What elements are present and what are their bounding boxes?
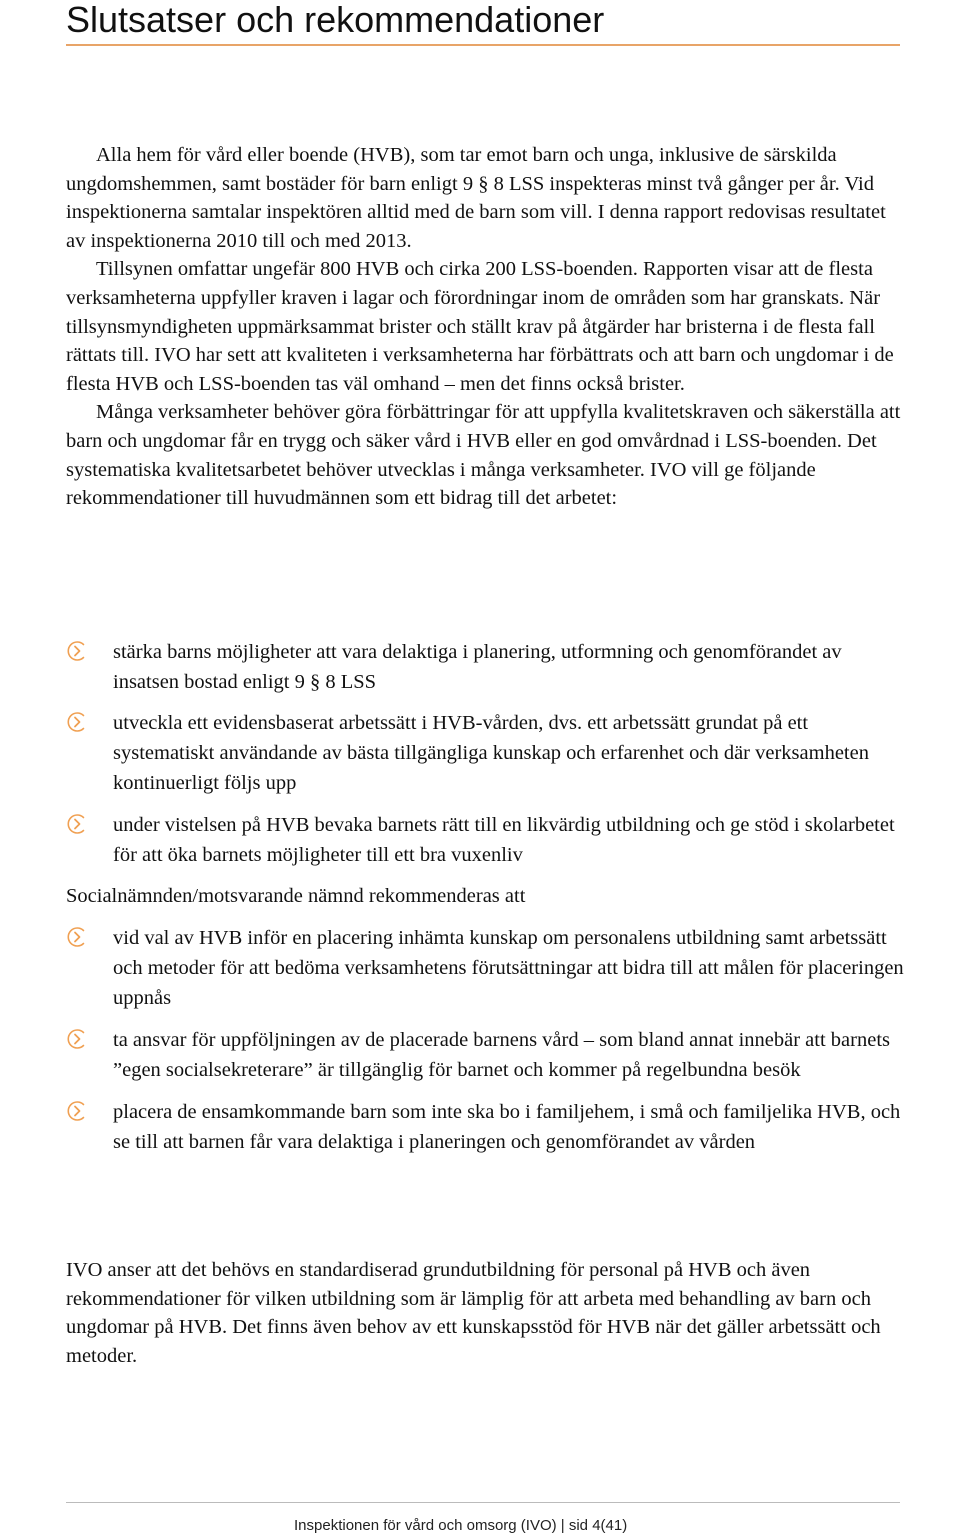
footer-divider	[66, 1502, 900, 1503]
page-title: Slutsatser och rekommendationer	[66, 0, 605, 40]
closing-paragraph: IVO anser att det behövs en standardiserad grundutbildning för personal på HVB och även rekommendationer för vilken utbildning som är lämplig för att arbeta med behandling av barn och ungdomar på HVB. Det finns även behov av ett kunskapsstöd för HVB när det gäller arbetssätt och metoder.	[66, 1259, 881, 1367]
chevron-right-circle-icon	[66, 926, 88, 948]
chevron-right-circle-icon	[66, 640, 88, 662]
list-item	[66, 810, 906, 870]
intro-paragraph-2: Tillsynen omfattar ungefär 800 HVB och cirka 200 LSS-boenden. Rapporten visar att de flesta verksamheterna uppfyller kraven i lagar och förordningar inom de områden som har granskats. När tillsynsmyndigheten uppmärksammat brister och ställt krav på åtgärder har bristerna i de flesta fall rättats till. IVO har sett att kvaliteten i verksamheterna har förbättrats och att barn och ungdomar i de flesta HVB och LSS-boenden tas väl omhand – men det finns också brister.	[66, 258, 894, 395]
list-item	[66, 708, 906, 798]
list-item-text: ta ansvar för uppföljningen av de placerade barnens vård – som bland annat innebär att barnets ”egen socialsekreterare” är tillgänglig för barnet och kommer på regelbundna besök	[113, 1029, 890, 1081]
intro-paragraph-3: Många verksamheter behöver göra förbättringar för att uppfylla kvalitetskraven och säkerställa att barn och ungdomar får en trygg och säker vård i HVB eller en god omvårdnad i LSS-boenden. Det systematiska kvalitetsarbetet behöver utvecklas i många verksamheter. IVO vill ge följande rekommendationer till huvudmännen som ett bidrag till det arbetet:	[66, 401, 901, 510]
list-item	[66, 1025, 906, 1085]
list-item-text: vid val av HVB inför en placering inhämta kunskap om personalens utbildning samt arbetssätt och metoder för att bedöma verksamhetens förutsättningar att bidra till att målen för placeringen uppnås	[113, 927, 904, 1009]
list-item-text: stärka barns möjligheter att vara delaktiga i planering, utformning och genomförandet av insatsen bostad enligt 9 § 8 LSS	[113, 641, 842, 693]
social-recommendations-list	[66, 923, 906, 1157]
list-item-text: placera de ensamkommande barn som inte ska bo i familjehem, i små och familjelika HVB, och se till att barnen får vara delaktiga i planeringen och genomförandet av vården	[113, 1101, 901, 1153]
chevron-right-circle-icon	[66, 813, 88, 835]
list-item	[66, 637, 906, 697]
social-committee-heading: Socialnämnden/motsvarande nämnd rekommenderas att	[66, 885, 526, 907]
list-item-text: utveckla ett evidensbaserat arbetssätt i HVB-vården, dvs. ett arbetssätt grundat på ett systematiskt användande av bästa tillgängliga kunskap och erfarenhet och där verksamheten kontinuerligt följs upp	[113, 712, 869, 794]
title-divider	[66, 44, 900, 46]
intro-paragraph-1: Alla hem för vård eller boende (HVB), som tar emot barn och unga, inklusive de särskilda ungdomshemmen, samt bostäder för barn enligt 9 § 8 LSS inspekteras minst två gånger per år. Vid inspektionerna samtalar inspektören alltid med de barn som vill. I denna rapport redovisas resultatet av inspektionerna 2010 till och med 2013.	[66, 144, 886, 252]
list-item-text: under vistelsen på HVB bevaka barnets rätt till en likvärdig utbildning och ge stöd i skolarbetet för att öka barnets möjligheter till ett bra vuxenliv	[113, 814, 895, 866]
intro-section	[66, 141, 906, 513]
chevron-right-circle-icon	[66, 1100, 88, 1122]
chevron-right-circle-icon	[66, 711, 88, 733]
list-item	[66, 923, 906, 1013]
principal-recommendations-list	[66, 637, 906, 870]
page-footer: Inspektionen för vård och omsorg (IVO) | sid 4(41)	[294, 1517, 628, 1534]
list-item	[66, 1097, 906, 1157]
chevron-right-circle-icon	[66, 1028, 88, 1050]
